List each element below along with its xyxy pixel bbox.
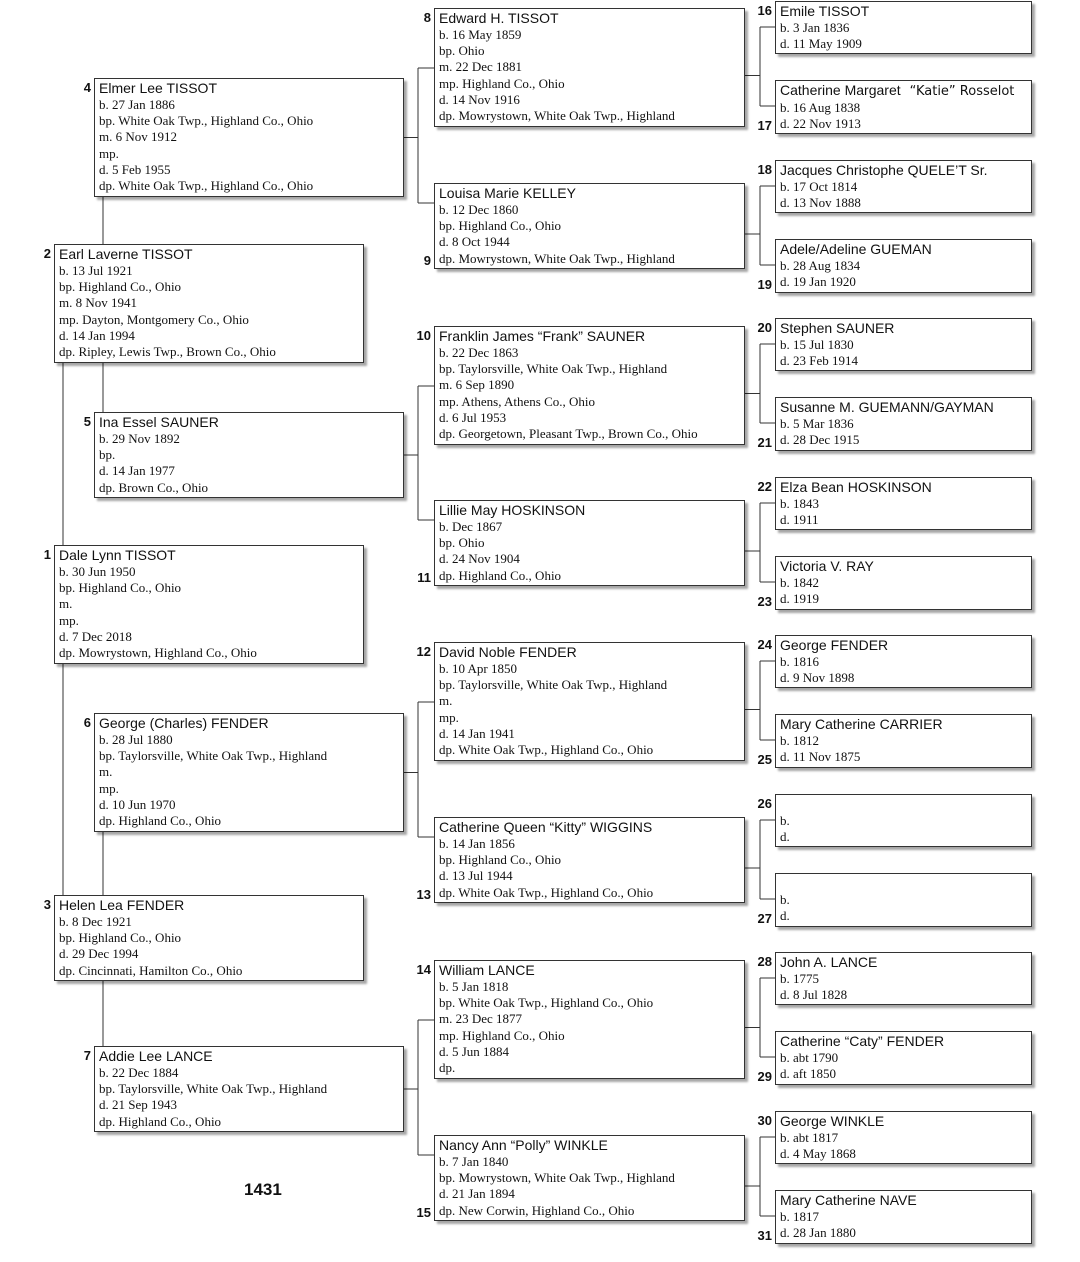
person-number: 12: [416, 644, 431, 659]
person-number: 30: [757, 1113, 772, 1128]
person-detail-line: b. 17 Oct 1814: [780, 179, 858, 194]
person-number: 14: [416, 962, 431, 977]
person-detail-line: dp. White Oak Twp., Highland Co., Ohio: [439, 742, 654, 758]
person-detail-line: d. 7 Dec 2018: [59, 628, 132, 644]
person-detail-line: dp.: [439, 1060, 456, 1076]
person-name: [780, 1113, 1031, 1130]
person-detail-line: dp. Mowrystown, White Oak Twp., Highland: [439, 108, 675, 124]
person-name-text: Helen Lea FENDER: [59, 897, 185, 913]
person-number: 9: [423, 253, 431, 268]
person-detail-line: b. Dec 1867: [439, 519, 503, 534]
person-number: 16: [757, 3, 772, 18]
person-number: 21: [757, 435, 772, 450]
person-number: 4: [83, 80, 91, 95]
person-name-text: Franklin James “Frank” SAUNER: [439, 328, 646, 344]
person-detail-line: dp. White Oak Twp., Highland Co., Ohio: [439, 884, 654, 900]
person-detail-line: b. 16 Aug 1838: [780, 100, 861, 115]
person-box-21: [775, 397, 1032, 451]
person-detail-line: mp.: [439, 709, 459, 725]
person-detail-line: bp. Highland Co., Ohio: [439, 218, 562, 234]
person-detail-line: d. 13 Jul 1944: [439, 868, 513, 884]
person-detail-line: d. 5 Jun 1884: [439, 1043, 510, 1059]
person-number: 17: [757, 118, 772, 133]
person-detail-line: b. 1817: [780, 1209, 819, 1224]
person-name: [780, 162, 1031, 179]
person-name: [780, 320, 1031, 337]
person-detail-line: bp. Taylorsville, White Oak Twp., Highland: [99, 1081, 328, 1097]
person-name: [780, 796, 1031, 813]
person-detail-line: d. 1911: [780, 512, 819, 528]
person-detail-line: d. 21 Jan 1894: [439, 1186, 515, 1202]
person-detail-line: dp. Highland Co., Ohio: [99, 1113, 222, 1129]
person-name-text: Mary Catherine CARRIER: [780, 716, 943, 732]
person-detail-line: mp. Highland Co., Ohio: [439, 75, 565, 91]
person-detail-line: d. 8 Jul 1828: [780, 987, 848, 1003]
person-number: 19: [757, 277, 772, 292]
person-number: 15: [416, 1205, 431, 1220]
person-name-text: Catherine Margaret: [780, 82, 901, 98]
person-detail-line: bp. Mowrystown, White Oak Twp., Highland: [439, 1170, 675, 1186]
person-detail-line: b. 30 Jun 1950: [59, 564, 136, 579]
person-box-17: [775, 80, 1032, 134]
person-name-text: Addie Lee LANCE: [99, 1048, 213, 1064]
person-name-text: Stephen SAUNER: [780, 320, 895, 336]
person-detail-line: b. 8 Dec 1921: [59, 914, 132, 929]
person-nickname: “Katie” Rosselot: [909, 84, 1015, 99]
person-name-text: [780, 875, 784, 891]
person-box-14: [434, 960, 745, 1079]
person-detail-line: b.: [780, 813, 790, 828]
person-detail-line: dp. Mowrystown, White Oak Twp., Highland: [439, 250, 675, 266]
person-detail-line: b. 15 Jul 1830: [780, 337, 854, 352]
person-detail-line: m. 8 Nov 1941: [59, 295, 137, 311]
person-number: 20: [757, 320, 772, 335]
person-name: [780, 637, 1031, 654]
person-detail-line: bp. Highland Co., Ohio: [59, 580, 182, 596]
person-detail-line: d. 28 Jan 1880: [780, 1225, 856, 1241]
person-number: 25: [757, 752, 772, 767]
person-detail-line: b. 5 Mar 1836: [780, 416, 854, 431]
person-detail-line: b. 16 May 1859: [439, 27, 522, 42]
person-box-25: [775, 714, 1032, 768]
person-number: 31: [757, 1228, 772, 1243]
person-box-28: [775, 952, 1032, 1005]
person-name: [439, 10, 744, 27]
person-name: [439, 644, 744, 661]
person-box-12: [434, 642, 745, 761]
person-box-20: [775, 318, 1032, 371]
person-detail-line: bp. White Oak Twp., Highland Co., Ohio: [99, 113, 314, 129]
person-detail-line: b. 12 Dec 1860: [439, 202, 519, 217]
person-detail-line: d. 14 Jan 1977: [99, 463, 175, 479]
person-detail-line: dp. White Oak Twp., Highland Co., Ohio: [99, 178, 314, 194]
person-box-30: [775, 1111, 1032, 1164]
person-detail-line: dp. Georgetown, Pleasant Twp., Brown Co., Ohio: [439, 426, 698, 442]
person-name-text: William LANCE: [439, 962, 535, 978]
person-box-13: [434, 817, 745, 903]
person-number: 11: [417, 570, 431, 585]
person-detail-line: dp. Brown Co., Ohio: [99, 479, 209, 495]
person-detail-line: bp. Highland Co., Ohio: [439, 852, 562, 868]
person-name-text: Catherine Queen “Kitty” WIGGINS: [439, 819, 653, 835]
person-name: [439, 1137, 744, 1154]
person-name: [780, 1192, 1031, 1209]
person-name: [99, 414, 403, 431]
person-number: 8: [423, 10, 431, 25]
person-detail-line: bp. Taylorsville, White Oak Twp., Highland: [439, 677, 668, 693]
person-name-text: Elza Bean HOSKINSON: [780, 479, 932, 495]
person-detail-line: d. 21 Sep 1943: [99, 1097, 177, 1113]
person-detail-line: mp.: [99, 780, 119, 796]
person-detail-line: d. 13 Nov 1888: [780, 195, 861, 211]
person-detail-line: d. 11 May 1909: [780, 36, 862, 52]
person-detail-line: bp. Taylorsville, White Oak Twp., Highland: [99, 748, 328, 764]
person-detail-line: d. 10 Jun 1970: [99, 796, 176, 812]
person-detail-line: m. 6 Sep 1890: [439, 377, 515, 393]
person-box-29: [775, 1031, 1032, 1085]
person-detail-line: mp.: [59, 612, 79, 628]
person-box-16: [775, 1, 1032, 54]
person-name: [780, 399, 1031, 416]
person-number: 2: [43, 246, 51, 261]
person-name: [780, 241, 1031, 258]
person-name-text: George WINKLE: [780, 1113, 885, 1129]
person-name-text: Emile TISSOT: [780, 3, 870, 19]
person-name: [99, 715, 403, 732]
person-name-text: Jacques Christophe QUELE’T Sr.: [780, 162, 988, 178]
person-name: [439, 502, 744, 519]
person-detail-line: d. 6 Jul 1953: [439, 409, 507, 425]
person-detail-line: dp. Highland Co., Ohio: [439, 567, 562, 583]
person-name-text: George (Charles) FENDER: [99, 715, 269, 731]
person-number: 27: [757, 911, 772, 926]
person-box-19: [775, 239, 1032, 293]
person-detail-line: dp. Mowrystown, Highland Co., Ohio: [59, 645, 257, 661]
person-detail-line: b. 10 Apr 1850: [439, 661, 517, 676]
person-detail-line: d. 14 Nov 1916: [439, 91, 520, 107]
person-name-text: Elmer Lee TISSOT: [99, 80, 218, 96]
person-box-27: [775, 873, 1032, 927]
person-name: [780, 716, 1031, 733]
person-number: 28: [757, 954, 772, 969]
person-name-text: Victoria V. RAY: [780, 558, 874, 574]
person-detail-line: d. 5 Feb 1955: [99, 161, 171, 177]
person-number: 23: [757, 594, 772, 609]
person-detail-line: d. 29 Dec 1994: [59, 946, 139, 962]
person-name: [780, 1033, 1031, 1050]
person-name: [99, 80, 403, 97]
person-detail-line: b. 1816: [780, 654, 819, 669]
person-name: [780, 3, 1031, 20]
person-name-text: Adele/Adeline GUEMAN: [780, 241, 932, 257]
person-name-text: Lillie May HOSKINSON: [439, 502, 586, 518]
person-name-text: Catherine “Caty” FENDER: [780, 1033, 945, 1049]
person-detail-line: d. 11 Nov 1875: [780, 749, 861, 765]
person-detail-line: d. 14 Jan 1994: [59, 327, 135, 343]
person-number: 26: [757, 796, 772, 811]
person-detail-line: d.: [780, 908, 790, 924]
person-name-text: Susanne M. GUEMANN/GAYMAN: [780, 399, 994, 415]
person-detail-line: b. 27 Jan 1886: [99, 97, 175, 112]
person-detail-line: d. 23 Feb 1914: [780, 353, 858, 369]
person-number: 5: [83, 414, 91, 429]
person-name-text: Nancy Ann “Polly” WINKLE: [439, 1137, 608, 1153]
person-detail-line: b. 1842: [780, 575, 819, 590]
person-box-8: [434, 8, 745, 127]
person-detail-line: m. 6 Nov 1912: [99, 129, 177, 145]
person-detail-line: b. abt 1817: [780, 1130, 839, 1145]
person-detail-line: b. 5 Jan 1818: [439, 979, 509, 994]
person-detail-line: mp. Highland Co., Ohio: [439, 1027, 565, 1043]
person-detail-line: d. 24 Nov 1904: [439, 551, 520, 567]
person-detail-line: bp. White Oak Twp., Highland Co., Ohio: [439, 995, 654, 1011]
person-number: 10: [416, 328, 431, 343]
person-name: [439, 328, 744, 345]
person-box-23: [775, 556, 1032, 610]
person-detail-line: m. 22 Dec 1881: [439, 59, 523, 75]
person-detail-line: d. 14 Jan 1941: [439, 725, 515, 741]
person-detail-line: d.: [780, 829, 790, 845]
person-box-31: [775, 1190, 1032, 1244]
person-detail-line: d. 8 Oct 1944: [439, 234, 510, 250]
person-detail-line: m.: [59, 596, 73, 612]
person-detail-line: bp. Ohio: [439, 535, 485, 551]
person-name-text: Dale Lynn TISSOT: [59, 547, 176, 563]
person-detail-line: b.: [780, 892, 790, 907]
person-detail-line: m. 23 Dec 1877: [439, 1011, 523, 1027]
person-name: [439, 819, 744, 836]
person-box-6: [94, 713, 404, 832]
person-detail-line: bp. Highland Co., Ohio: [59, 930, 182, 946]
person-detail-line: b. 28 Aug 1834: [780, 258, 861, 273]
person-box-2: [54, 244, 364, 363]
person-detail-line: b. abt 1790: [780, 1050, 839, 1065]
person-detail-line: b. 13 Jul 1921: [59, 263, 133, 278]
person-detail-line: d. 28 Dec 1915: [780, 432, 860, 448]
person-detail-line: bp. Taylorsville, White Oak Twp., Highland: [439, 361, 668, 377]
person-box-4: [94, 78, 404, 197]
person-name-text: Earl Laverne TISSOT: [59, 246, 193, 262]
person-detail-line: bp.: [99, 447, 116, 463]
person-name: [439, 962, 744, 979]
person-name: [59, 897, 363, 914]
person-number: 24: [757, 637, 772, 652]
person-name: [780, 82, 1031, 100]
person-detail-line: b. 22 Dec 1863: [439, 345, 519, 360]
person-name-text: [780, 796, 784, 812]
person-name-text: Ina Essel SAUNER: [99, 414, 219, 430]
person-number: 22: [757, 479, 772, 494]
person-detail-line: d. 19 Jan 1920: [780, 274, 856, 290]
person-detail-line: d. 22 Nov 1913: [780, 116, 861, 132]
person-number: 6: [83, 715, 91, 730]
person-box-24: [775, 635, 1032, 688]
person-box-15: [434, 1135, 745, 1221]
person-detail-line: mp.: [99, 145, 119, 161]
person-name: [780, 875, 1031, 892]
person-box-11: [434, 500, 745, 586]
person-detail-line: b. 22 Dec 1884: [99, 1065, 179, 1080]
person-detail-line: mp. Athens, Athens Co., Ohio: [439, 393, 596, 409]
person-name-text: Edward H. TISSOT: [439, 10, 559, 26]
person-detail-line: b. 7 Jan 1840: [439, 1154, 509, 1169]
person-box-9: [434, 183, 745, 269]
person-detail-line: d. 4 May 1868: [780, 1146, 856, 1162]
person-name: [59, 246, 363, 263]
person-detail-line: bp. Ohio: [439, 43, 485, 59]
person-detail-line: b. 1843: [780, 496, 819, 511]
person-detail-line: b. 28 Jul 1880: [99, 732, 173, 747]
person-name: [780, 558, 1031, 575]
person-name: [439, 185, 744, 202]
person-name: [99, 1048, 403, 1065]
person-box-7: [94, 1046, 404, 1132]
person-detail-line: b. 29 Nov 1892: [99, 431, 180, 446]
person-number: 1: [43, 547, 51, 562]
person-number: 7: [83, 1048, 91, 1063]
person-detail-line: m.: [439, 693, 453, 709]
person-box-22: [775, 477, 1032, 530]
person-name-text: David Noble FENDER: [439, 644, 577, 660]
person-box-18: [775, 160, 1032, 213]
person-box-26: [775, 794, 1032, 847]
person-number: 18: [757, 162, 772, 177]
person-name-text: Louisa Marie KELLEY: [439, 185, 576, 201]
person-detail-line: dp. Cincinnati, Hamilton Co., Ohio: [59, 962, 243, 978]
person-detail-line: m.: [99, 764, 113, 780]
person-name-text: George FENDER: [780, 637, 889, 653]
person-box-5: [94, 412, 404, 498]
person-detail-line: dp. New Corwin, Highland Co., Ohio: [439, 1202, 635, 1218]
person-box-1: [54, 545, 364, 664]
person-detail-line: dp. Highland Co., Ohio: [99, 813, 222, 829]
person-name: [59, 547, 363, 564]
person-detail-line: bp. Highland Co., Ohio: [59, 279, 182, 295]
person-detail-line: d. aft 1850: [780, 1066, 836, 1082]
person-box-3: [54, 895, 364, 981]
person-detail-line: d. 9 Nov 1898: [780, 670, 855, 686]
person-name-text: John A. LANCE: [780, 954, 878, 970]
person-name-text: Mary Catherine NAVE: [780, 1192, 917, 1208]
person-detail-line: mp. Dayton, Montgomery Co., Ohio: [59, 311, 249, 327]
person-detail-line: b. 1812: [780, 733, 819, 748]
person-number: 29: [757, 1069, 772, 1084]
person-detail-line: b. 14 Jan 1856: [439, 836, 515, 851]
person-detail-line: b. 1775: [780, 971, 819, 986]
person-number: 13: [416, 887, 431, 902]
person-number: 3: [43, 897, 51, 912]
person-box-10: [434, 326, 745, 445]
page-number: 1431: [244, 1180, 282, 1199]
person-detail-line: dp. Ripley, Lewis Twp., Brown Co., Ohio: [59, 344, 276, 360]
person-detail-line: b. 3 Jan 1836: [780, 20, 850, 35]
person-name: [780, 479, 1031, 496]
person-name: [780, 954, 1031, 971]
person-detail-line: d. 1919: [780, 591, 819, 607]
